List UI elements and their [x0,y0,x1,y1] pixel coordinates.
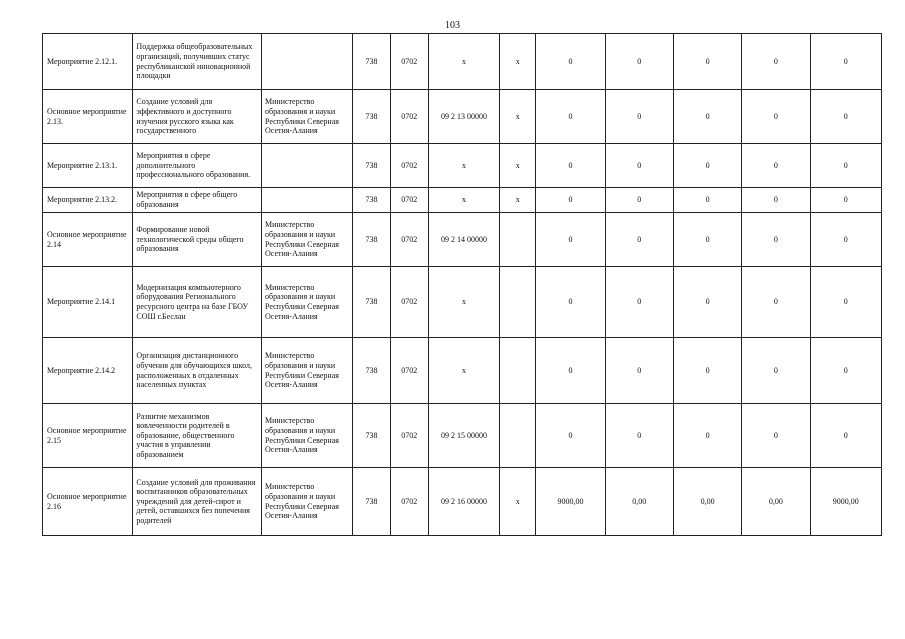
table-body [43,34,882,536]
value-cell-4: 0 [742,90,810,144]
rzpr-cell: 0702 [390,267,428,338]
vr-cell: x [500,468,536,536]
rzpr-cell: 0702 [390,34,428,90]
csr-cell: 09 2 13 00000 [428,90,499,144]
measure-name-cell: Мероприятие 2.14.2 [43,338,133,404]
value-cell-4: 0 [742,338,810,404]
value-cell-4: 0 [742,188,810,213]
measure-name-cell: Мероприятие 2.14.1 [43,267,133,338]
grbs-cell: 738 [353,213,390,267]
csr-cell: 09 2 15 00000 [428,404,499,468]
description-cell: Мероприятия в сфере общего образования [133,188,262,213]
value-cell-3: 0 [673,338,741,404]
value-cell-5: 0 [810,338,881,404]
csr-cell: x [428,188,499,213]
value-cell-1: 0 [536,144,605,188]
csr-cell: x [428,338,499,404]
value-cell-2: 0 [605,188,673,213]
executor-cell [262,144,353,188]
table-row [43,267,882,338]
description-cell: Создание условий для проживания воспитанников образовательных учреждений для детей-сирот и детей, оставшихся без попечения родителей [133,468,262,536]
csr-cell: x [428,34,499,90]
rzpr-cell: 0702 [390,404,428,468]
measure-name-cell: Мероприятие 2.13.2. [43,188,133,213]
table-row [43,338,882,404]
rzpr-cell: 0702 [390,468,428,536]
rzpr-cell: 0702 [390,213,428,267]
grbs-cell: 738 [353,338,390,404]
grbs-cell: 738 [353,188,390,213]
value-cell-2: 0,00 [605,468,673,536]
executor-cell: Министерство образования и науки Республики Северная Осетия-Алания [262,338,353,404]
page-number: 103 [445,20,460,31]
value-cell-2: 0 [605,144,673,188]
value-cell-5: 0 [810,34,881,90]
executor-cell [262,188,353,213]
vr-cell [500,213,536,267]
value-cell-2: 0 [605,34,673,90]
executor-cell: Министерство образования и науки Республики Северная Осетия-Алания [262,468,353,536]
vr-cell: x [500,90,536,144]
value-cell-1: 0 [536,213,605,267]
value-cell-3: 0 [673,90,741,144]
grbs-cell: 738 [353,144,390,188]
value-cell-3: 0 [673,34,741,90]
vr-cell [500,338,536,404]
value-cell-4: 0 [742,267,810,338]
value-cell-4: 0 [742,404,810,468]
table-row [43,188,882,213]
description-cell: Создание условий для эффективного и доступного изучения русского языка как государственного [133,90,262,144]
value-cell-4: 0 [742,34,810,90]
executor-cell: Министерство образования и науки Республики Северная Осетия-Алания [262,267,353,338]
value-cell-5: 0 [810,213,881,267]
value-cell-1: 0 [536,188,605,213]
value-cell-5: 0 [810,144,881,188]
executor-cell: Министерство образования и науки Республики Северная Осетия-Алания [262,404,353,468]
table-row [43,404,882,468]
measure-name-cell: Основное мероприятие 2.16 [43,468,133,536]
value-cell-5: 9000,00 [810,468,881,536]
table-row [43,90,882,144]
value-cell-3: 0,00 [673,468,741,536]
value-cell-2: 0 [605,338,673,404]
value-cell-5: 0 [810,188,881,213]
value-cell-5: 0 [810,267,881,338]
vr-cell: x [500,34,536,90]
value-cell-2: 0 [605,404,673,468]
measure-name-cell: Основное мероприятие 2.13. [43,90,133,144]
table-row [43,213,882,267]
grbs-cell: 738 [353,90,390,144]
value-cell-3: 0 [673,144,741,188]
description-cell: Развитие механизмов вовлеченности родителей в образование, общественного участия в управлении образованием [133,404,262,468]
table-row [43,34,882,90]
value-cell-3: 0 [673,404,741,468]
value-cell-5: 0 [810,404,881,468]
executor-cell [262,34,353,90]
vr-cell [500,404,536,468]
grbs-cell: 738 [353,404,390,468]
value-cell-1: 0 [536,267,605,338]
value-cell-1: 9000,00 [536,468,605,536]
grbs-cell: 738 [353,34,390,90]
value-cell-1: 0 [536,404,605,468]
executor-cell: Министерство образования и науки Республики Северная Осетия-Алания [262,213,353,267]
executor-cell: Министерство образования и науки Республики Северная Осетия-Алания [262,90,353,144]
vr-cell: x [500,144,536,188]
value-cell-1: 0 [536,90,605,144]
measure-name-cell: Мероприятие 2.13.1. [43,144,133,188]
vr-cell: x [500,188,536,213]
description-cell: Формирование новой технологической среды общего образования [133,213,262,267]
value-cell-2: 0 [605,90,673,144]
description-cell: Модернизация компьютерного оборудования Регионального ресурсного центра на базе ГБОУ СОШ г.Беслан [133,267,262,338]
measure-name-cell: Основное мероприятие 2.14 [43,213,133,267]
csr-cell: 09 2 16 00000 [428,468,499,536]
csr-cell: x [428,144,499,188]
table-row [43,144,882,188]
rzpr-cell: 0702 [390,338,428,404]
value-cell-1: 0 [536,34,605,90]
description-cell: Организация дистанционного обучения для обучающихся школ, расположенных в отдаленных населенных пунктах [133,338,262,404]
measure-name-cell: Основное мероприятие 2.15 [43,404,133,468]
vr-cell [500,267,536,338]
description-cell: Поддержка общеобразовательных организаций, получивших статус республиканской инновационной площадки [133,34,262,90]
value-cell-3: 0 [673,188,741,213]
value-cell-5: 0 [810,90,881,144]
rzpr-cell: 0702 [390,90,428,144]
value-cell-4: 0,00 [742,468,810,536]
value-cell-2: 0 [605,213,673,267]
rzpr-cell: 0702 [390,144,428,188]
csr-cell: x [428,267,499,338]
value-cell-3: 0 [673,267,741,338]
value-cell-4: 0 [742,213,810,267]
measure-name-cell: Мероприятие 2.12.1. [43,34,133,90]
grbs-cell: 738 [353,267,390,338]
table-row [43,468,882,536]
rzpr-cell: 0702 [390,188,428,213]
value-cell-2: 0 [605,267,673,338]
description-cell: Мероприятия в сфере дополнительного профессионального образования. [133,144,262,188]
budget-table [42,33,882,536]
value-cell-3: 0 [673,213,741,267]
grbs-cell: 738 [353,468,390,536]
value-cell-1: 0 [536,338,605,404]
value-cell-4: 0 [742,144,810,188]
csr-cell: 09 2 14 00000 [428,213,499,267]
